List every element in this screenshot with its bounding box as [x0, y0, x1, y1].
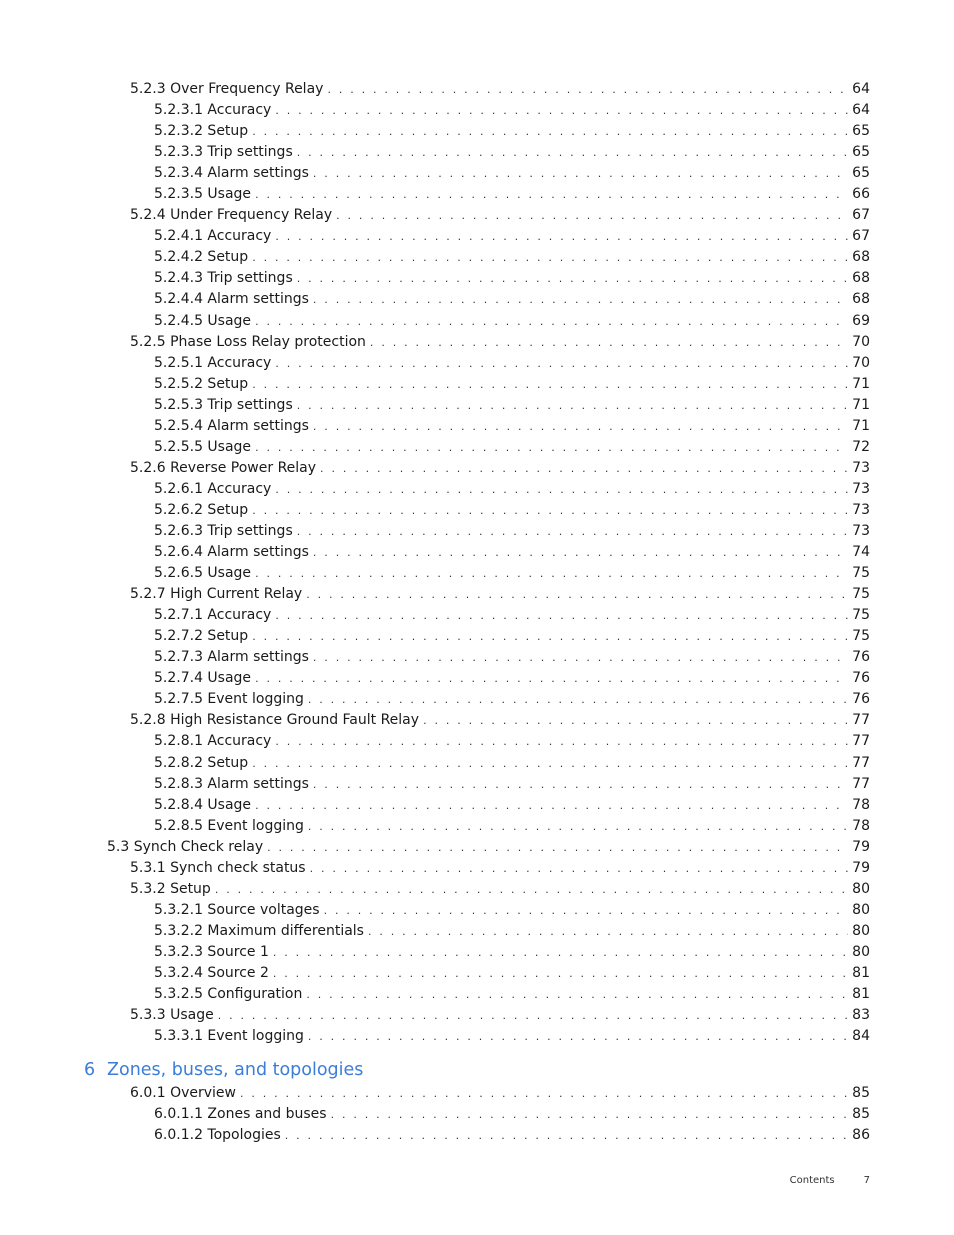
dot-leader — [313, 163, 848, 184]
dot-leader — [306, 984, 848, 1005]
toc-entry-label: 5.2.6 Reverse Power Relay — [130, 459, 317, 476]
dot-leader — [308, 689, 848, 710]
toc-entry-label: 5.2.3.5 Usage — [154, 186, 252, 203]
toc-entry-page: 73 — [852, 522, 870, 539]
toc-entry-page: 70 — [852, 333, 870, 350]
toc-entry[interactable] — [0, 858, 954, 879]
toc-entry[interactable] — [0, 289, 954, 310]
toc-entry-label: 5.2.6.3 Trip settings — [154, 522, 293, 539]
dot-leader — [297, 268, 848, 289]
chapter-number: 6 — [84, 1060, 96, 1081]
toc-entry-page: 64 — [852, 102, 870, 119]
dot-leader — [215, 879, 848, 900]
toc-entry-label: 5.2.8.4 Usage — [154, 796, 252, 813]
dot-leader — [285, 1125, 848, 1146]
toc-entry[interactable] — [0, 1083, 954, 1104]
page-footer — [790, 1175, 870, 1186]
toc-entry[interactable] — [0, 942, 954, 963]
footer-section-label: Contents — [789, 1175, 835, 1186]
dot-leader — [275, 605, 848, 626]
dot-leader — [275, 226, 848, 247]
toc-section-5 — [0, 79, 954, 1047]
dot-leader — [252, 121, 848, 142]
toc-entry[interactable] — [0, 521, 954, 542]
toc-entry-page: 78 — [852, 796, 870, 813]
toc-entry-page: 65 — [852, 123, 870, 140]
toc-entry-page: 71 — [852, 396, 870, 413]
toc-entry-label: 5.2.6.1 Accuracy — [154, 480, 272, 497]
toc-entry[interactable] — [0, 647, 954, 668]
toc-entry-label: 5.2.7.4 Usage — [154, 670, 252, 687]
chapter-heading[interactable] — [0, 1047, 954, 1083]
toc-entry[interactable] — [0, 247, 954, 268]
toc-entry[interactable] — [0, 963, 954, 984]
toc-entry[interactable] — [0, 584, 954, 605]
toc-entry-page: 69 — [852, 312, 870, 329]
toc-entry[interactable] — [0, 774, 954, 795]
toc-entry[interactable] — [0, 1104, 954, 1125]
toc-entry[interactable] — [0, 1125, 954, 1146]
toc-entry-label: 5.3.2.5 Configuration — [154, 986, 303, 1003]
dot-leader — [370, 332, 848, 353]
toc-entry-page: 66 — [852, 186, 870, 203]
toc-entry-label: 5.3.1 Synch check status — [130, 859, 306, 876]
dot-leader — [336, 205, 848, 226]
toc-entry[interactable] — [0, 753, 954, 774]
dot-leader — [255, 795, 848, 816]
dot-leader — [306, 584, 848, 605]
toc-entry-page: 65 — [852, 165, 870, 182]
toc-entry-label: 5.2.7.5 Event logging — [154, 691, 304, 708]
toc-entry-label: 5.2.4.4 Alarm settings — [154, 291, 309, 308]
dot-leader — [297, 395, 848, 416]
toc-entry-label: 5.2.4.1 Accuracy — [154, 228, 272, 245]
toc-entry-page: 73 — [852, 501, 870, 518]
toc-entry-label: 5.2.3.4 Alarm settings — [154, 165, 309, 182]
dot-leader — [255, 668, 848, 689]
toc-entry-page: 70 — [852, 354, 870, 371]
toc-entry[interactable] — [0, 1026, 954, 1047]
dot-leader — [275, 479, 848, 500]
toc-entry-label: 6.0.1.2 Topologies — [154, 1127, 281, 1144]
dot-leader — [255, 311, 848, 332]
dot-leader — [273, 942, 848, 963]
toc-entry[interactable] — [0, 142, 954, 163]
dot-leader — [252, 753, 848, 774]
dot-leader — [313, 289, 848, 310]
toc-entry-label: 5.2.6.2 Setup — [154, 501, 249, 518]
toc-entry[interactable] — [0, 984, 954, 1005]
toc-entry-page: 68 — [852, 291, 870, 308]
toc-entry-label: 5.2.5.2 Setup — [154, 375, 249, 392]
toc-entry[interactable] — [0, 500, 954, 521]
dot-leader — [313, 416, 848, 437]
dot-leader — [267, 837, 848, 858]
toc-section-6 — [0, 1083, 954, 1146]
toc-entry-page: 71 — [852, 375, 870, 392]
toc-entry-page: 76 — [852, 691, 870, 708]
toc-entry-page: 77 — [852, 733, 870, 750]
toc-entry-label: 5.2.8.3 Alarm settings — [154, 775, 309, 792]
toc-entry[interactable] — [0, 268, 954, 289]
toc-entry-label: 5.2.7.2 Setup — [154, 628, 249, 645]
toc-entry-page: 76 — [852, 649, 870, 666]
dot-leader — [308, 816, 848, 837]
toc-entry-label: 5.3 Synch Check relay — [107, 838, 264, 855]
dot-leader — [252, 500, 848, 521]
toc-entry-label: 5.2.7 High Current Relay — [130, 586, 303, 603]
dot-leader — [331, 1104, 848, 1125]
toc-entry[interactable] — [0, 837, 954, 858]
toc-entry-page: 85 — [852, 1106, 870, 1123]
toc-entry[interactable] — [0, 605, 954, 626]
toc-entry-page: 67 — [852, 228, 870, 245]
toc-entry-label: 5.2.4.2 Setup — [154, 249, 249, 266]
toc-entry[interactable] — [0, 879, 954, 900]
toc-entry[interactable] — [0, 100, 954, 121]
dot-leader — [275, 353, 848, 374]
dot-leader — [273, 963, 848, 984]
dot-leader — [313, 647, 848, 668]
toc-entry-page: 80 — [852, 901, 870, 918]
toc-entry[interactable] — [0, 353, 954, 374]
toc-entry-label: 5.2.5.5 Usage — [154, 438, 252, 455]
dot-leader — [297, 142, 848, 163]
dot-leader — [313, 774, 848, 795]
toc-entry-page: 73 — [852, 459, 870, 476]
chapter-title: Zones, buses, and topologies — [107, 1060, 364, 1081]
toc-entry-page: 83 — [852, 1007, 870, 1024]
dot-leader — [275, 731, 848, 752]
toc-entry[interactable] — [0, 795, 954, 816]
toc-entry-label: 5.3.2.2 Maximum differentials — [154, 922, 364, 939]
toc-entry-page: 77 — [852, 754, 870, 771]
dot-leader — [313, 542, 848, 563]
toc-entry-page: 76 — [852, 670, 870, 687]
dot-leader — [255, 563, 848, 584]
dot-leader — [240, 1083, 848, 1104]
toc-entry-label: 5.2.4.3 Trip settings — [154, 270, 293, 287]
toc-entry-label: 5.2.3.3 Trip settings — [154, 144, 293, 161]
toc-entry-page: 64 — [852, 81, 870, 97]
toc-entry[interactable] — [0, 479, 954, 500]
dot-leader — [423, 710, 848, 731]
toc-entry-label: 5.2.8.1 Accuracy — [154, 733, 272, 750]
toc-entry-label: 5.2.7.1 Accuracy — [154, 607, 272, 624]
toc-entry-label: 6.0.1.1 Zones and buses — [154, 1106, 327, 1123]
toc-entry-page: 71 — [852, 417, 870, 434]
toc-entry-page: 72 — [852, 438, 870, 455]
toc-entry-label: 5.2.5.3 Trip settings — [154, 396, 293, 413]
toc-entry[interactable] — [0, 121, 954, 142]
toc-entry-label: 5.2.7.3 Alarm settings — [154, 649, 309, 666]
toc-entry[interactable] — [0, 79, 954, 100]
toc-entry-label: 5.3.3.1 Event logging — [154, 1028, 304, 1045]
toc-entry[interactable] — [0, 163, 954, 184]
toc-entry-page: 73 — [852, 480, 870, 497]
toc-entry-label: 5.3.2 Setup — [130, 880, 211, 897]
dot-leader — [218, 1005, 848, 1026]
toc-entry[interactable] — [0, 921, 954, 942]
toc-entry-page: 74 — [852, 544, 870, 561]
toc-entry[interactable] — [0, 437, 954, 458]
table-of-contents — [0, 79, 954, 1146]
toc-entry-page: 79 — [852, 838, 870, 855]
toc-entry[interactable] — [0, 1005, 954, 1026]
toc-entry[interactable] — [0, 458, 954, 479]
toc-entry-label: 5.3.2.4 Source 2 — [154, 964, 269, 981]
toc-entry[interactable] — [0, 311, 954, 332]
toc-entry-label: 5.2.4.5 Usage — [154, 312, 252, 329]
dot-leader — [275, 100, 848, 121]
dot-leader — [297, 521, 848, 542]
toc-entry[interactable] — [0, 563, 954, 584]
dot-leader — [320, 458, 848, 479]
dot-leader — [252, 374, 848, 395]
toc-entry-page: 65 — [852, 144, 870, 161]
toc-entry-label: 5.2.5.1 Accuracy — [154, 354, 272, 371]
toc-entry-page: 78 — [852, 817, 870, 834]
dot-leader — [310, 858, 848, 879]
toc-entry-page: 77 — [852, 775, 870, 792]
dot-leader — [255, 184, 848, 205]
toc-entry[interactable] — [0, 332, 954, 353]
toc-entry-label: 5.3.3 Usage — [130, 1007, 214, 1024]
dot-leader — [255, 437, 848, 458]
toc-entry-page: 75 — [852, 607, 870, 624]
toc-entry[interactable] — [0, 226, 954, 247]
toc-entry[interactable] — [0, 374, 954, 395]
dot-leader — [308, 1026, 848, 1047]
toc-entry-page: 67 — [852, 207, 870, 224]
toc-entry[interactable] — [0, 205, 954, 226]
toc-entry[interactable] — [0, 626, 954, 647]
toc-entry-page: 68 — [852, 249, 870, 266]
toc-entry-page: 77 — [852, 712, 870, 729]
toc-entry[interactable] — [0, 542, 954, 563]
toc-entry-label: 6.0.1 Overview — [130, 1085, 236, 1102]
toc-entry-page: 86 — [852, 1127, 870, 1144]
toc-entry-page: 75 — [852, 586, 870, 603]
toc-entry-label: 5.3.2.3 Source 1 — [154, 943, 269, 960]
toc-entry-page: 80 — [852, 922, 870, 939]
toc-entry-label: 5.2.5.4 Alarm settings — [154, 417, 309, 434]
toc-entry[interactable] — [0, 731, 954, 752]
toc-entry-page: 79 — [852, 859, 870, 876]
toc-entry-page: 75 — [852, 565, 870, 582]
toc-entry-page: 68 — [852, 270, 870, 287]
toc-entry[interactable] — [0, 416, 954, 437]
toc-entry[interactable] — [0, 668, 954, 689]
toc-entry-page: 81 — [852, 964, 870, 981]
toc-entry-page: 80 — [852, 880, 870, 897]
toc-entry-page: 75 — [852, 628, 870, 645]
toc-entry[interactable] — [0, 395, 954, 416]
toc-entry-label: 5.2.8 High Resistance Ground Fault Relay — [130, 712, 420, 729]
toc-entry-label: 5.2.3.1 Accuracy — [154, 102, 272, 119]
toc-entry[interactable] — [0, 689, 954, 710]
toc-entry[interactable] — [0, 816, 954, 837]
toc-entry-label: 5.2.6.5 Usage — [154, 565, 252, 582]
toc-entry-label: 5.2.5 Phase Loss Relay protection — [130, 333, 366, 350]
toc-entry-page: 81 — [852, 986, 870, 1003]
dot-leader — [252, 626, 848, 647]
toc-entry[interactable] — [0, 184, 954, 205]
toc-entry[interactable] — [0, 900, 954, 921]
toc-entry[interactable] — [0, 710, 954, 731]
toc-entry-page: 80 — [852, 943, 870, 960]
toc-entry-label: 5.2.3.2 Setup — [154, 123, 249, 140]
dot-leader — [252, 247, 848, 268]
footer-page-number: 7 — [863, 1175, 870, 1186]
toc-entry-page: 84 — [852, 1028, 870, 1045]
toc-entry-label: 5.2.8.2 Setup — [154, 754, 249, 771]
dot-leader — [327, 79, 848, 100]
toc-entry-label: 5.2.4 Under Frequency Relay — [130, 207, 333, 224]
toc-entry-page: 85 — [852, 1085, 870, 1102]
toc-entry-label: 5.2.8.5 Event logging — [154, 817, 304, 834]
toc-entry-label: 5.3.2.1 Source voltages — [154, 901, 320, 918]
toc-entry-label: 5.2.6.4 Alarm settings — [154, 544, 309, 561]
dot-leader — [324, 900, 848, 921]
toc-entry-label: 5.2.3 Over Frequency Relay — [130, 81, 324, 97]
dot-leader — [368, 921, 848, 942]
